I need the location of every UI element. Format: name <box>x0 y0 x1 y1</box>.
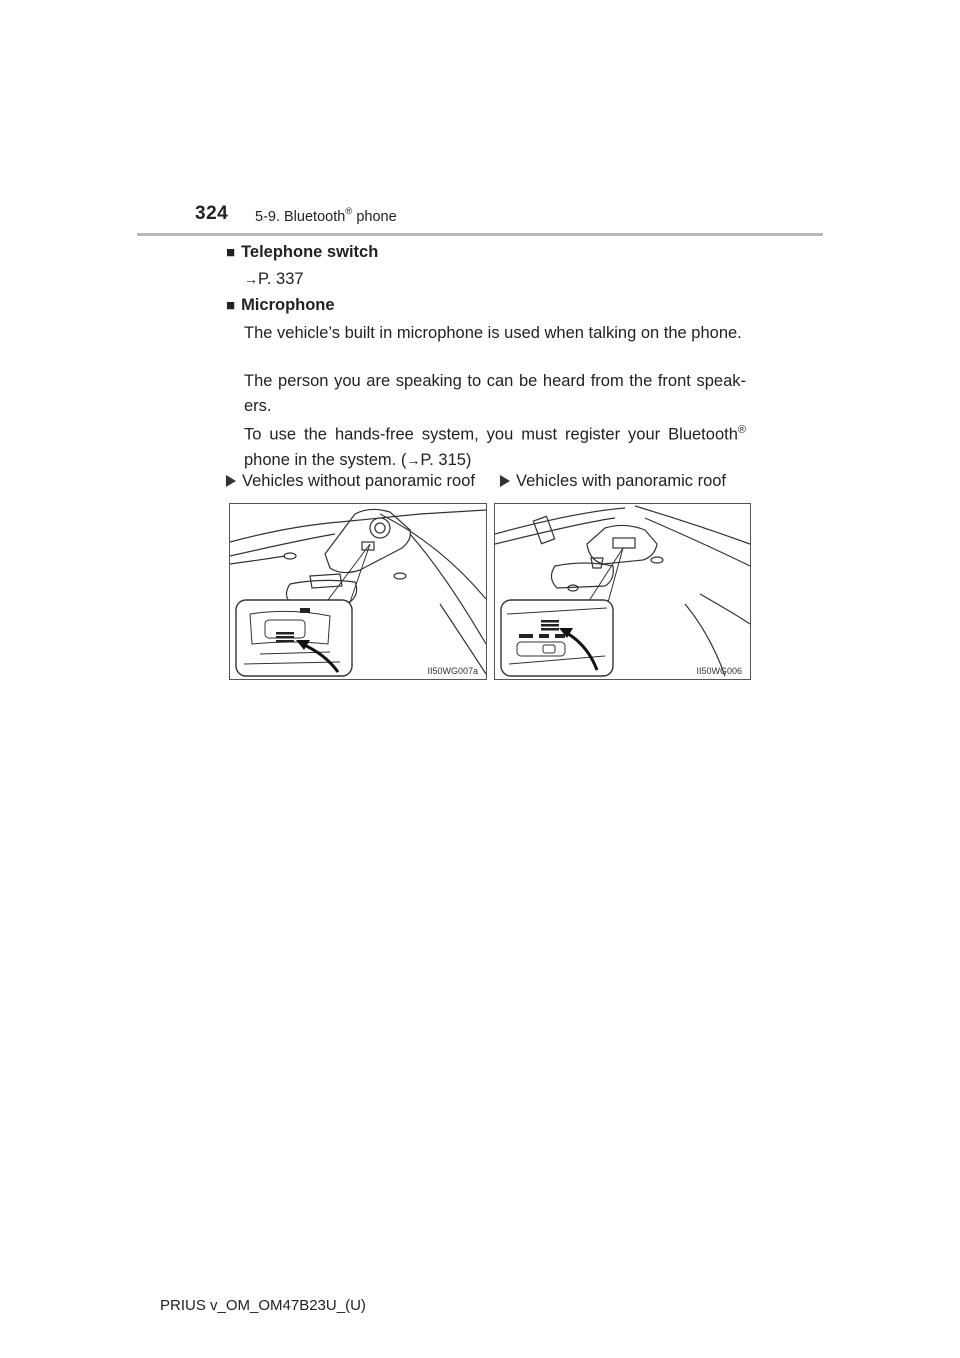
chapter-prefix: 5-9. Bluetooth <box>255 208 346 225</box>
section-heading-microphone <box>226 296 335 315</box>
page-reference-link[interactable] <box>244 270 304 289</box>
section-heading-telephone-switch <box>226 243 378 262</box>
triangle-bullet-icon <box>500 475 510 487</box>
chapter-title <box>255 207 397 225</box>
registered-mark: ® <box>345 206 353 217</box>
header-divider <box>137 233 823 236</box>
section-title: Microphone <box>241 296 335 314</box>
paragraph-microphone-1: The vehicle’s built in microphone is used when talking on the phone. <box>244 324 742 342</box>
figure-caption-with-roof <box>500 472 726 491</box>
arrow-right-icon: → <box>244 271 258 287</box>
paragraph-text: To use the hands-free system, you must register your Bluetooth <box>244 425 738 444</box>
figure-code: II50WG006 <box>696 666 742 676</box>
square-bullet-icon: ■ <box>226 297 236 314</box>
caption-text: Vehicles without panoramic roof <box>242 472 475 490</box>
document-id-footer: PRIUS v_OM_OM47B23U_(U) <box>160 1297 366 1314</box>
figure-overhead-console-with-roof <box>494 503 751 680</box>
figure-overhead-console-without-roof <box>229 503 487 680</box>
caption-text: Vehicles with panoramic roof <box>516 472 727 490</box>
paragraph-microphone-2: The person you are speaking to can be heard from the front speak-ers. <box>244 372 746 415</box>
microphone-location-illustration <box>495 504 750 679</box>
page-reference-text: P. 337 <box>258 270 304 288</box>
chapter-suffix: phone <box>352 208 397 225</box>
section-title: Telephone switch <box>241 243 379 261</box>
microphone-location-illustration <box>230 504 486 679</box>
square-bullet-icon: ■ <box>226 244 236 261</box>
registered-mark: ® <box>737 424 746 436</box>
page-number: 324 <box>195 203 229 224</box>
paragraph-microphone-3 <box>244 418 746 473</box>
arrow-right-icon: → <box>406 451 421 468</box>
figure-caption-without-roof <box>226 472 475 491</box>
triangle-bullet-icon <box>226 475 236 487</box>
figure-code: II50WG007a <box>427 666 478 676</box>
page-reference-link[interactable]: P. 315) <box>420 450 472 469</box>
paragraph-text: phone in the system. ( <box>244 450 407 469</box>
page-header <box>0 0 960 240</box>
